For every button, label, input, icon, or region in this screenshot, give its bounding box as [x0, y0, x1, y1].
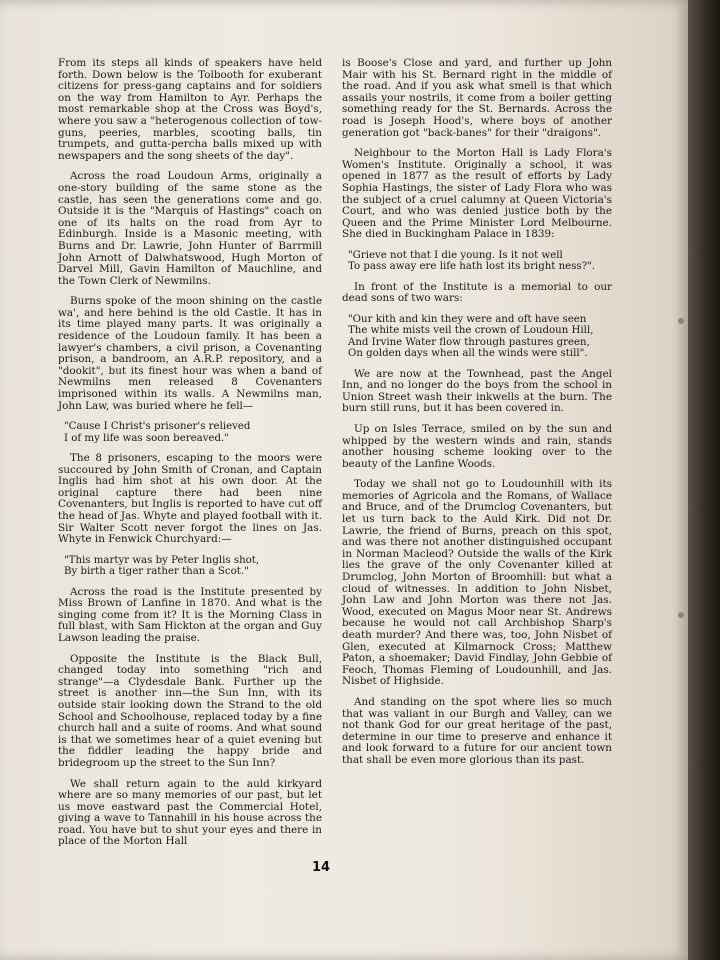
verse-line: "This martyr was by Peter Inglis shot, — [64, 554, 260, 566]
verse-line: On golden days when all the winds were still". — [348, 348, 588, 360]
staple-hole — [678, 318, 684, 324]
paragraph: We are now at the Townhead, past the Angel Inn, and no longer do the boys from the school in Union Street wash their inkwells at the burn. The burn still runs, but it has been covered in. — [342, 367, 612, 415]
paragraph: And standing on the spot where lies so much that was valiant in our Burgh and Valley, can we not thank God for our great heritage of the past, determine in our time to preserve and enhance it and look forward to a future for our ancient town that shall be even more glorious than its past. — [342, 695, 612, 766]
verse-line: The white mists veil the crown of Loudoun Hill, — [348, 325, 594, 337]
paragraph: Opposite the Institute is the Black Bull, changed today into something "rich and strange"—a Clydesdale Bank. Further up the street is another inn—the Sun Inn, with its outside stair looking down the Strand to the old School and Schoolhouse, replaced today by a fine church hall and a suite of rooms. And what sound is that we sometimes hear of a quiet evening but the fiddler leading the happy bride and bridegroom up the street to the Sun Inn? — [58, 652, 322, 769]
verse-line: And Irvine Water flow through pastures green, — [348, 336, 590, 348]
paragraph: In front of the Institute is a memorial to our dead sons of two wars: — [342, 280, 612, 305]
paragraph: Neighbour to the Morton Hall is Lady Flora's Women's Institute. Originally a school, it was opened in 1877 as the result of efforts by Lady Sophia Hastings, the sister of Lady Flora who was the subject of a cruel calumny at Queen Victoria's Court, and who was denied justice both by the Queen and the Prime Minister Lord Melbourne. She died in Buckingham Palace in 1839: — [342, 147, 612, 241]
paragraph: Today we shall not go to Loudounhill with its memories of Agricola and the Romans, of Wallace and Bruce, and of the Drumclog Covenanters, but let us turn back to the Auld Kirk. Did not Dr. Lawrie, the friend of Burns, preach on this spot, and was there not another distinguished occupant in Norman Macleod? Outside the walls of the Kirk lies the grave of the only Covenanter killed at Drumclog, John Morton of Broomhill: but what a cloud of witnesses. In addition to John Nisbet, John Law and John Morton was there not Jas. Wood, executed on Magus Moor near St. Andrews because he would not call Archbishop Sharp's death murder? And there was, too, John Nisbet of Glen, executed at Kilmarnock Cross; Matthew Paton, a shoemaker; David Findlay, John Gebbie of Feoch, Thomas Fleming of Loudounhill, and Jas. Nisbet of Highside. — [342, 478, 612, 688]
verse-line: "Our kith and kin they were and oft have seen — [348, 313, 587, 325]
paragraph: Up on Isles Terrace, smiled on by the sun and whipped by the western winds and rain, stands another housing scheme looking over to the beauty of the Lanfine Woods. — [342, 422, 612, 470]
staple-hole — [678, 612, 684, 618]
right-column — [342, 58, 612, 776]
page-edge-shadow — [688, 0, 720, 960]
verse — [64, 555, 322, 578]
verse-line: "Grieve not that I die young. Is it not well — [348, 249, 563, 261]
verse — [64, 421, 322, 444]
paragraph: Across the road Loudoun Arms, originally a one-story building of the same stone as the castle, has seen the generations come and go. Outside it is the "Marquis of Hastings" coach on one of its halts on the road from Ayr to Edinburgh. Inside is a Masonic meeting, with Burns and Dr. Lawrie, John Hunter of Barrmill John Arnott of Dalwhatswood, Hugh Morton of Darvel Mill, Gavin Hamilton of Mauchline, and the Town Clerk of Newmilns. — [58, 170, 322, 287]
paragraph: Burns spoke of the moon shining on the castle wa', and here behind is the old Castle. It has in its time played many parts. It was originally a residence of the Loudoun family. It has been a lawyer's chambers, a civil prison, a Covenanting prison, a bandroom, an A.R.P. repository, and a "dookit", but its finest hour was when a band of Newmilns men released 8 Covenanters imprisoned within its walls. A Newmilns man, John Law, was buried where he fell— — [58, 295, 322, 412]
verse-line: I of my life was soon bereaved." — [64, 432, 229, 444]
paragraph: The 8 prisoners, escaping to the moors were succoured by John Smith of Cronan, and Captain Inglis had him shot at his own door. At the original capture there had been nine Covenanters, but Inglis is reported to have cut off the head of Jas. Whyte and played football with it. Sir Walter Scott never forgot the lines on Jas. Whyte in Fenwick Churchyard:— — [58, 452, 322, 546]
verse-line: "Cause I Christ's prisoner's relieved — [64, 421, 251, 433]
verse — [348, 314, 612, 360]
verse-line: To pass away ere life hath lost its bright ness?". — [348, 261, 596, 273]
paragraph: We shall return again to the auld kirkyard where are so many memories of our past, but let us move eastward past the Commercial Hotel, giving a wave to Tannahill in his house across the road. You have but to shut your eyes and there in place of the Morton Hall — [58, 777, 322, 848]
left-column — [58, 58, 322, 857]
paragraph: is Boose's Close and yard, and further up John Mair with his St. Bernard right in the middle of the road. And if you ask what smell is that which assails your nostrils, it come from a boiler getting something ready for the St. Bernards. Across the road is Joseph Hood's, where boys of another generation got "back-banes" for their "draigons". — [342, 57, 612, 139]
page-number: 14 — [311, 860, 331, 875]
paragraph: Across the road is the Institute presented by Miss Brown of Lanfine in 1870. And what is the singing come from it? It is the Morning Class in full blast, with Sam Hickton at the organ and Guy Lawson leading the praise. — [58, 585, 322, 644]
paragraph: From its steps all kinds of speakers have held forth. Down below is the Tolbooth for exuberant citizens for press-gang captains and for soldiers on the way from Hamilton to Ayr. Perhaps the most remarkable shop at the Cross was Boyd's, where you saw a "heterogenous collection of tow-guns, peeries, marbles, scooting balls, tin trumpets, and gutta-percha balls mixed up with newspapers and the song sheets of the day". — [58, 57, 322, 162]
verse — [348, 250, 612, 273]
verse-line: By birth a tiger rather than a Scot." — [64, 566, 249, 578]
